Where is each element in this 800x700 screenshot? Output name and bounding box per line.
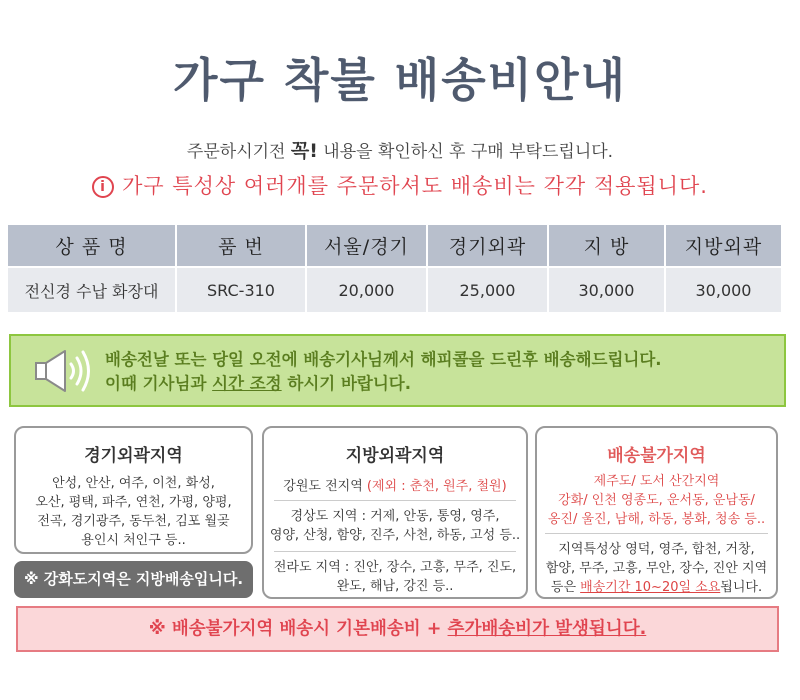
box-line: 전곡, 경기광주, 동두천, 김포 월곶 xyxy=(37,514,230,529)
cell-gyeonggi-outskirts: 25,000 xyxy=(427,267,548,312)
delay-pre: 등은 xyxy=(550,580,581,595)
box-title: 경기외곽지역 xyxy=(84,446,183,466)
header-gyeonggi-outskirts: 경기외곽 xyxy=(427,225,548,267)
notice-text xyxy=(105,348,662,396)
cell-product-code: SRC-310 xyxy=(176,267,306,312)
ganghwa-badge: ※ 강화도지역은 지방배송입니다. xyxy=(14,561,253,598)
box-line: 경상도 지역 : 거제, 안동, 통영, 영주, xyxy=(290,509,500,524)
notice-line-2-pre: 이때 기사님과 xyxy=(105,374,213,393)
page-title: 가구 착불 배송비안내 xyxy=(173,53,627,107)
notice-time-adjust: 시간 조정 xyxy=(212,374,282,393)
box-line: 오산, 평택, 파주, 연천, 가평, 양평, xyxy=(35,495,232,510)
subtitle-emph: 꼭! xyxy=(290,140,318,162)
header-province-outskirts: 지방외곽 xyxy=(665,225,781,267)
jeolla-block xyxy=(264,558,526,596)
header-product-code: 품 번 xyxy=(176,225,306,267)
subtitle-post: 내용을 확인하신 후 구매 부탁드립니다. xyxy=(317,142,614,162)
divider xyxy=(274,500,516,501)
box-line: 용인시 처인구 등.. xyxy=(81,533,186,548)
box-line: 영양, 산청, 함양, 진주, 사천, 하동, 고성 등.. xyxy=(269,528,521,543)
warning-line xyxy=(0,170,800,200)
box-line: 옹진/ 울진, 남해, 하동, 봉화, 청송 등.. xyxy=(547,512,766,527)
cell-seoul-gyeonggi: 20,000 xyxy=(306,267,427,312)
gangwon-line xyxy=(264,475,526,494)
notice-line-2-post: 하시기 바랍니다. xyxy=(281,374,411,393)
warning-text: 가구 특성상 여러개를 주문하셔도 배송비는 각각 적용됩니다. xyxy=(122,174,708,198)
shipping-fee-table xyxy=(8,225,781,312)
table-row xyxy=(8,267,781,312)
gangwon-exception: (제외 : 춘천, 원주, 철원) xyxy=(366,479,507,494)
subtitle xyxy=(0,136,800,163)
cell-product-name: 전신경 수납 화장대 xyxy=(8,267,176,312)
megaphone-icon xyxy=(33,346,97,396)
box-line: 전라도 지역 : 진안, 장수, 고흥, 무주, 진도, xyxy=(273,560,517,575)
box-line: 함양, 무주, 고흥, 무안, 장수, 진안 지역 xyxy=(545,561,768,576)
delivery-notice xyxy=(9,334,786,407)
box-line: 완도, 해남, 강진 등.. xyxy=(336,579,454,594)
delay-period: 배송기간 10~20일 소요 xyxy=(580,580,721,595)
undeliverable-list xyxy=(537,472,776,529)
box-line: 지역특성상 영덕, 영주, 합천, 거창, xyxy=(558,542,755,557)
extra-fee-emph: 추가배송비가 발생됩니다. xyxy=(447,619,647,639)
delay-note xyxy=(545,533,768,597)
gangwon-label: 강원도 전지역 xyxy=(283,479,367,494)
subtitle-pre: 주문하시기전 xyxy=(186,142,291,162)
extra-fee-pre: ※ 배송불가지역 배송시 기본배송비 + xyxy=(148,619,448,639)
box-line: 강화/ 인천 영종도, 운서동, 운남동/ xyxy=(558,493,755,508)
info-icon: i xyxy=(92,176,114,198)
box-content xyxy=(16,474,251,550)
gyeongsang-block xyxy=(264,507,526,545)
delay-post: 됩니다. xyxy=(720,580,763,595)
box-title: 배송불가지역 xyxy=(607,446,706,466)
header-product-name: 상 품 명 xyxy=(8,225,176,267)
box-line: 제주도/ 도서 산간지역 xyxy=(593,474,720,489)
extra-fee-notice xyxy=(16,606,779,652)
box-line: 안성, 안산, 여주, 이천, 화성, xyxy=(52,476,215,491)
notice-line-1: 배송전날 또는 당일 오전에 배송기사님께서 해피콜을 드린후 배송해드립니다. xyxy=(105,350,662,369)
notice-line-2 xyxy=(105,372,662,396)
header-provinces: 지 방 xyxy=(548,225,665,267)
divider xyxy=(274,551,516,552)
table-header-row xyxy=(8,225,781,267)
gyeonggi-outskirts-box xyxy=(14,426,253,554)
box-title: 지방외곽지역 xyxy=(345,446,445,466)
header-seoul-gyeonggi: 서울/경기 xyxy=(306,225,427,267)
undeliverable-box xyxy=(535,426,778,599)
cell-provinces: 30,000 xyxy=(548,267,665,312)
province-outskirts-box xyxy=(262,426,528,599)
cell-province-outskirts: 30,000 xyxy=(665,267,781,312)
